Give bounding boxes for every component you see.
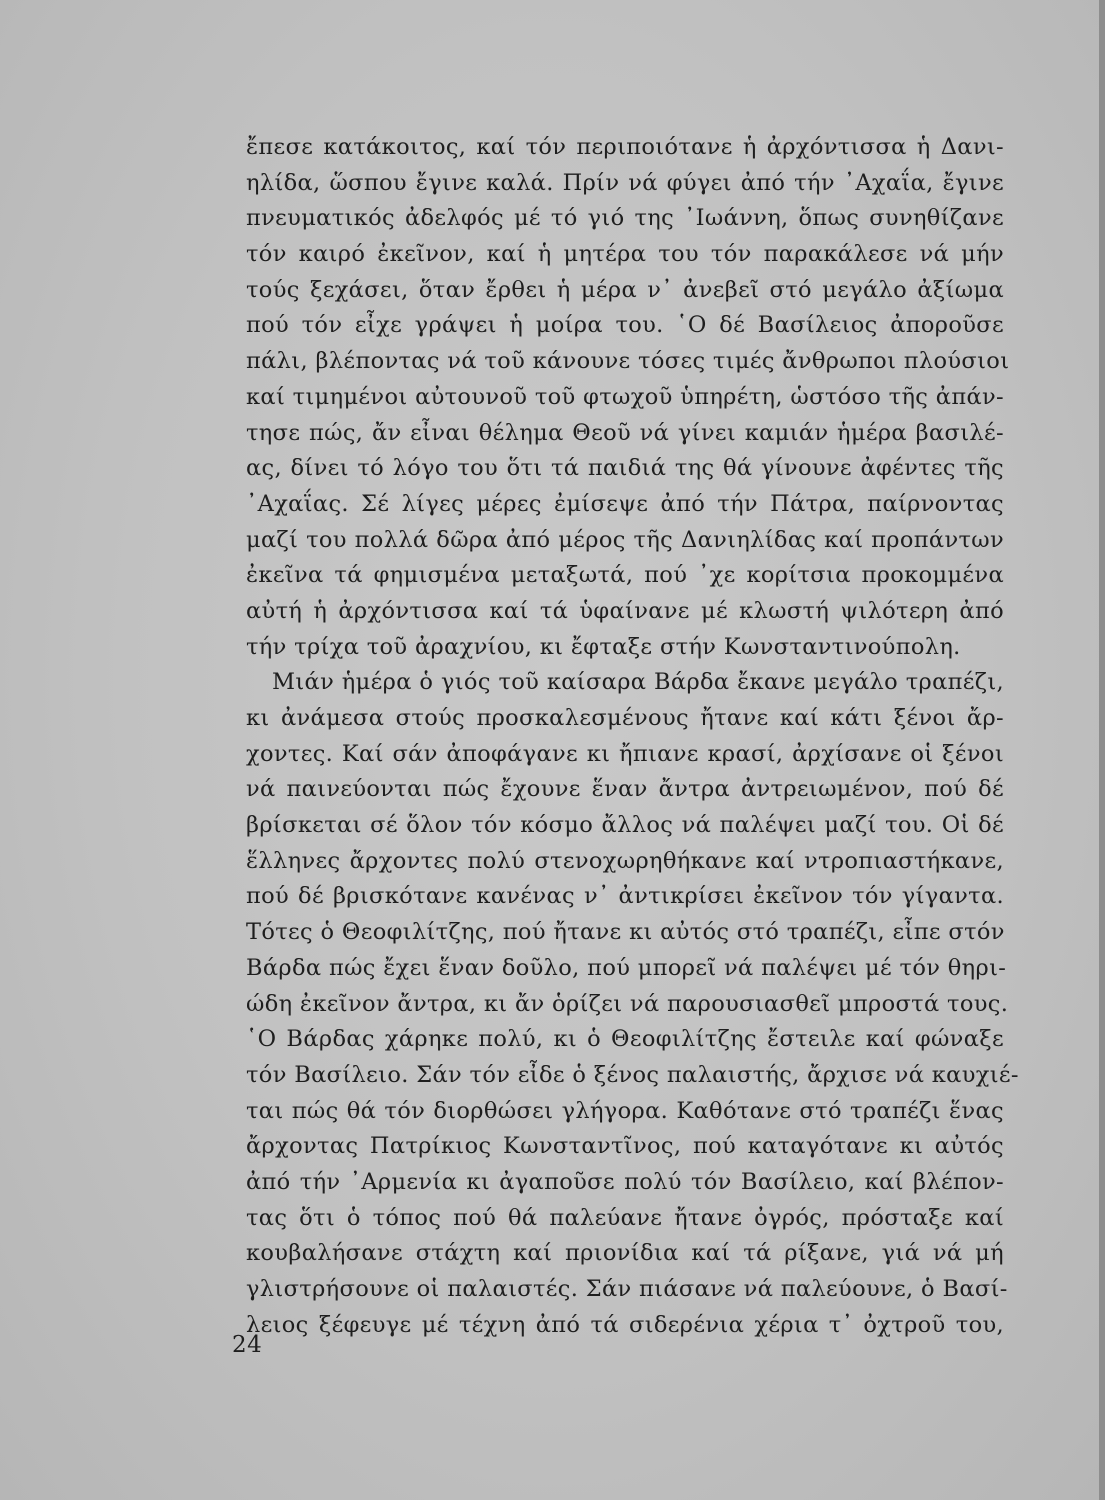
- text-line: ἐκεῖνα τά φημισμένα μεταξωτά, πού ᾿χε κορίτσια προκομμένα: [246, 562, 1004, 589]
- text-line: αὐτή ἡ ἀρχόντισσα καί τά ὑφαίνανε μέ κλωστή ψιλότερη ἀπό: [246, 597, 1004, 624]
- text-line: χοντες. Καί σάν ἀποφάγανε κι ἤπιανε κρασί, ἀρχίσανε οἱ ξένοι: [246, 740, 1004, 767]
- body-text: [246, 130, 1019, 1343]
- text-line: πάλι, βλέποντας νά τοῦ κάνουνε τόσες τιμές ἄνθρωποι πλούσιοι: [246, 348, 1010, 375]
- text-line: Μιάν ἡμέρα ὁ γιός τοῦ καίσαρα Βάρδα ἔκανε μεγάλο τραπέζι,: [272, 669, 1004, 696]
- text-line: ἕλληνες ἄρχοντες πολύ στενοχωρηθήκανε καί ντροπιαστήκανε,: [246, 847, 1004, 874]
- text-line: βρίσκεται σέ ὅλον τόν κόσμο ἄλλος νά παλέψει μαζί του. Οἱ δέ: [246, 812, 1004, 839]
- text-line: ας, δίνει τό λόγο του ὅτι τά παιδιά της θά γίνουνε ἀφέντες τῆς: [246, 455, 1004, 482]
- page-number: 24: [232, 1332, 263, 1358]
- text-line: νά παινεύονται πώς ἔχουνε ἕναν ἄντρα ἀντρειωμένον, πού δέ: [246, 776, 1004, 803]
- text-line: ἔπεσε κατάκοιτος, καί τόν περιποιότανε ἡ ἀρχόντισσα ἡ Δανι-: [246, 134, 1004, 160]
- text-line: Τότες ὁ Θεοφιλίτζης, πού ἤτανε κι αὐτός στό τραπέζι, εἶπε στόν: [246, 919, 1005, 946]
- text-line: ῾Ο Βάρδας χάρηκε πολύ, κι ὁ Θεοφιλίτζης ἔστειλε καί φώναξε: [246, 1026, 1004, 1053]
- text-line: πού τόν εἶχε γράψει ἡ μοίρα του. ῾Ο δέ Βασίλειος ἀποροῦσε: [246, 312, 1004, 339]
- text-line: ᾿Αχαΐας. Σέ λίγες μέρες ἐμίσεψε ἀπό τήν Πάτρα, παίρνοντας: [246, 490, 1004, 517]
- text-line: τόν Βασίλειο. Σάν τόν εἶδε ὁ ξένος παλαιστής, ἄρχισε νά καυχιέ-: [246, 1061, 1019, 1088]
- text-line: τήν τρίχα τοῦ ἀραχνίου, κι ἔφταξε στήν Κωνσταντινούπολη.: [246, 633, 961, 660]
- text-line: γλιστρήσουνε οἱ παλαιστές. Σάν πιάσανε νά παλεύουνε, ὁ Βασί-: [246, 1276, 1008, 1302]
- text-line: ται πώς θά τόν διορθώσει γλήγορα. Καθότανε στό τραπέζι ἕνας: [246, 1097, 1004, 1124]
- text-line: τας ὅτι ὁ τόπος πού θά παλεύανε ἤτανε ὀγρός, πρόσταξε καί: [246, 1204, 1004, 1231]
- text-line: κι ἀνάμεσα στούς προσκαλεσμένους ἤτανε καί κάτι ξένοι ἄρ-: [246, 705, 1004, 731]
- text-line: μαζί του πολλά δῶρα ἀπό μέρος τῆς Δανιηλίδας καί προπάντων: [246, 526, 1004, 553]
- text-line: καί τιμημένοι αὐτουνοῦ τοῦ φτωχοῦ ὑπηρέτη, ὡστόσο τῆς ἀπάν-: [246, 383, 1004, 410]
- text-line: ἀπό τήν ᾿Αρμενία κι ἀγαποῦσε πολύ τόν Βασίλειο, καί βλέπον-: [246, 1168, 1004, 1195]
- text-line: κουβαλήσανε στάχτη καί πριονίδια καί τά ρίξανε, γιά νά μή: [246, 1240, 1004, 1267]
- text-line: Βάρδα πώς ἔχει ἕναν δοῦλο, πού μπορεῖ νά παλέψει μέ τόν θηρι-: [246, 954, 1007, 981]
- text-line: τησε πώς, ἄν εἶναι θέλημα Θεοῦ νά γίνει καμιάν ἡμέρα βασιλέ-: [246, 419, 1004, 446]
- text-line: πνευματικός ἀδελφός μέ τό γιό της ᾿Ιωάννη, ὅπως συνηθίζανε: [246, 205, 1004, 232]
- text-line: πού δέ βρισκότανε κανένας ν᾿ ἀντικρίσει ἐκεῖνον τόν γίγαντα.: [246, 883, 1004, 910]
- page-edge-shadow: [1099, 0, 1105, 1500]
- text-line: ἄρχοντας Πατρίκιος Κωνσταντῖνος, πού καταγότανε κι αὐτός: [246, 1133, 1004, 1160]
- text-line: ώδη ἐκεῖνον ἄντρα, κι ἄν ὁρίζει νά παρουσιασθεῖ μπροστά τους.: [246, 990, 1009, 1017]
- text-line: τούς ξεχάσει, ὅταν ἔρθει ἡ μέρα ν᾿ ἀνεβεῖ στό μεγάλο ἀξίωμα: [246, 276, 1004, 303]
- text-line: ηλίδα, ὥσπου ἔγινε καλά. Πρίν νά φύγει ἀπό τήν ᾿Αχαΐα, ἔγινε: [246, 169, 1004, 196]
- text-line: τόν καιρό ἐκεῖνον, καί ἡ μητέρα του τόν παρακάλεσε νά μήν: [246, 241, 1004, 268]
- text-line: λειος ξέφευγε μέ τέχνη ἀπό τά σιδερένια χέρια τ᾿ ὀχτροῦ του,: [246, 1311, 1004, 1338]
